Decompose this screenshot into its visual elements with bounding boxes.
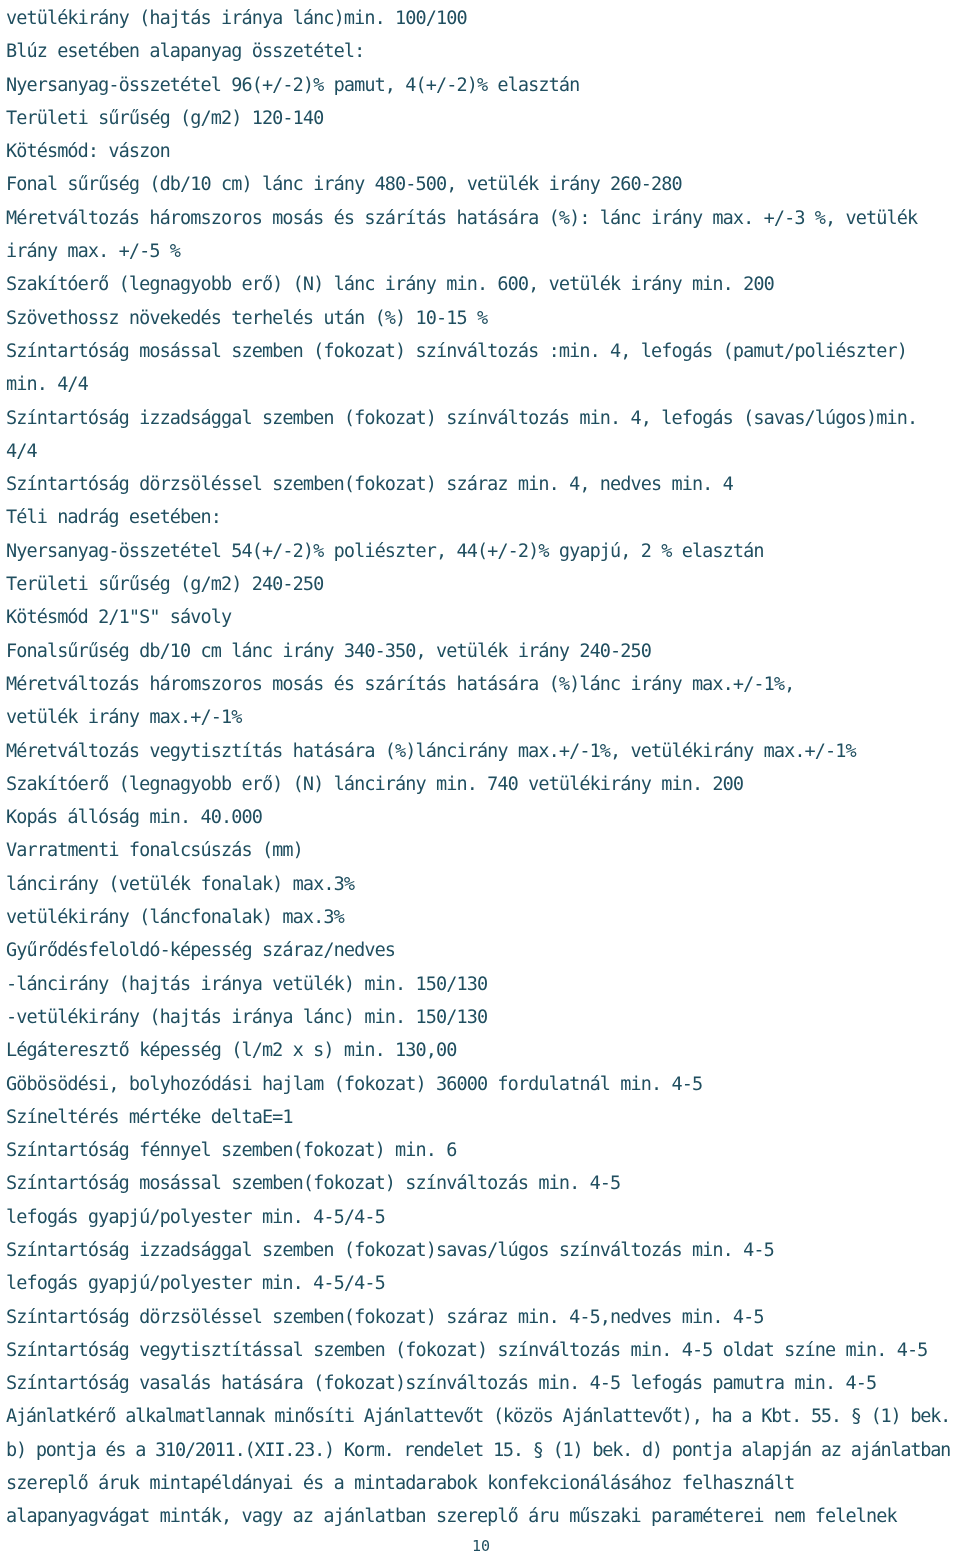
text-line: Ajánlatkérő alkalmatlannak minősíti Ajánlattevőt (közös Ajánlattevőt), ha a Kbt. 55. § (1) bek.: [6, 1406, 951, 1428]
text-line: -láncirány (hajtás iránya vetülék) min. 150/130: [6, 973, 488, 995]
text-line: Kopás állóság min. 40.000: [6, 807, 262, 829]
text-line: Színtartóság izzadsággal szemben (fokozat) színváltozás min. 4, lefogás (savas/lúgos)min.: [6, 407, 918, 429]
text-line: Fonalsűrűség db/10 cm lánc irány 340-350, vetülék irány 240-250: [6, 640, 651, 662]
text-line: alapanyagvágat minták, vagy az ajánlatban szereplő áru műszaki paraméterei nem felelnek: [6, 1506, 897, 1528]
text-line: szereplő áruk mintapéldányai és a mintadarabok konfekcionálásához felhasznált: [6, 1473, 795, 1495]
text-line: Méretváltozás háromszoros mosás és szárítás hatására (%)lánc irány max.+/-1%,: [6, 673, 795, 695]
text-line: b) pontja és a 310/2011.(XII.23.) Korm. rendelet 15. § (1) bek. d) pontja alapján az ajánlatban: [6, 1439, 951, 1461]
text-line: vetülékirány (hajtás iránya lánc)min. 100/100: [6, 8, 467, 29]
text-line: Blúz esetében alapanyag összetétel:: [6, 41, 365, 63]
text-line: vetülékirány (láncfonalak) max.3%: [6, 907, 344, 929]
text-line: Területi sűrűség (g/m2) 120-140: [6, 107, 324, 129]
text-line: Szakítóerő (legnagyobb erő) (N) lánc irány min. 600, vetülék irány min. 200: [6, 274, 774, 296]
text-line: Színtartóság vegytisztítással szemben (fokozat) színváltozás min. 4-5 oldat színe min. 4-5: [6, 1339, 928, 1361]
text-line: Varratmenti fonalcsúszás (mm): [6, 840, 303, 862]
text-line: Színtartóság mosással szemben(fokozat) színváltozás min. 4-5: [6, 1173, 621, 1195]
text-line: Nyersanyag-összetétel 96(+/-2)% pamut, 4(+/-2)% elasztán: [6, 74, 580, 96]
text-line: Méretváltozás háromszoros mosás és szárítás hatására (%): lánc irány max. +/-3 %, vetülék: [6, 207, 918, 229]
text-line: Kötésmód: vászon: [6, 141, 170, 163]
text-line: Göbösödési, bolyhozódási hajlam (fokozat) 36000 fordulatnál min. 4-5: [6, 1073, 703, 1095]
text-line: Szakítóerő (legnagyobb erő) (N) láncirány min. 740 vetülékirány min. 200: [6, 773, 744, 795]
text-line: Szövethossz növekedés terhelés után (%) 10-15 %: [6, 307, 488, 329]
text-line: lefogás gyapjú/polyester min. 4-5/4-5: [6, 1273, 385, 1295]
page-number: 10: [471, 1537, 491, 1555]
text-line: lefogás gyapjú/polyester min. 4-5/4-5: [6, 1206, 385, 1228]
document-text: [6, 0, 956, 1534]
text-line: Gyűrődésfeloldó-képesség száraz/nedves: [6, 940, 396, 962]
text-line: min. 4/4: [6, 374, 88, 396]
text-line: Színtartóság vasalás hatására (fokozat)színváltozás min. 4-5 lefogás pamutra min. 4-5: [6, 1373, 877, 1395]
text-line: 4/4: [6, 440, 37, 462]
text-line: vetülék irány max.+/-1%: [6, 707, 242, 729]
document-page: [6, 0, 956, 1560]
text-line: Légáteresztő képesség (l/m2 x s) min. 130,00: [6, 1040, 457, 1062]
text-line: Színtartóság mosással szemben (fokozat) színváltozás :min. 4, lefogás (pamut/poliészter): [6, 340, 907, 362]
text-line: Fonal sűrűség (db/10 cm) lánc irány 480-500, vetülék irány 260-280: [6, 174, 682, 196]
text-line: Színtartóság dörzsöléssel szemben(fokozat) száraz min. 4-5,nedves min. 4-5: [6, 1306, 764, 1328]
text-line: Színtartóság izzadsággal szemben (fokozat)savas/lúgos színváltozás min. 4-5: [6, 1239, 774, 1261]
text-line: Színtartóság dörzsöléssel szemben(fokozat) száraz min. 4, nedves min. 4: [6, 474, 733, 496]
text-line: Nyersanyag-összetétel 54(+/-2)% poliészter, 44(+/-2)% gyapjú, 2 % elasztán: [6, 540, 764, 562]
text-line: irány max. +/-5 %: [6, 241, 181, 263]
text-line: Színtartóság fénnyel szemben(fokozat) min. 6: [6, 1140, 457, 1162]
text-line: Kötésmód 2/1"S" sávoly: [6, 607, 232, 629]
text-line: -vetülékirány (hajtás iránya lánc) min. 150/130: [6, 1006, 488, 1028]
text-line: láncirány (vetülék fonalak) max.3%: [6, 873, 355, 895]
text-line: Méretváltozás vegytisztítás hatására (%)láncirány max.+/-1%, vetülékirány max.+/-1%: [6, 740, 856, 762]
text-line: Területi sűrűség (g/m2) 240-250: [6, 574, 324, 596]
text-line: Színeltérés mértéke deltaE=1: [6, 1106, 293, 1128]
section-heading: Téli nadrág esetében:: [6, 507, 221, 529]
